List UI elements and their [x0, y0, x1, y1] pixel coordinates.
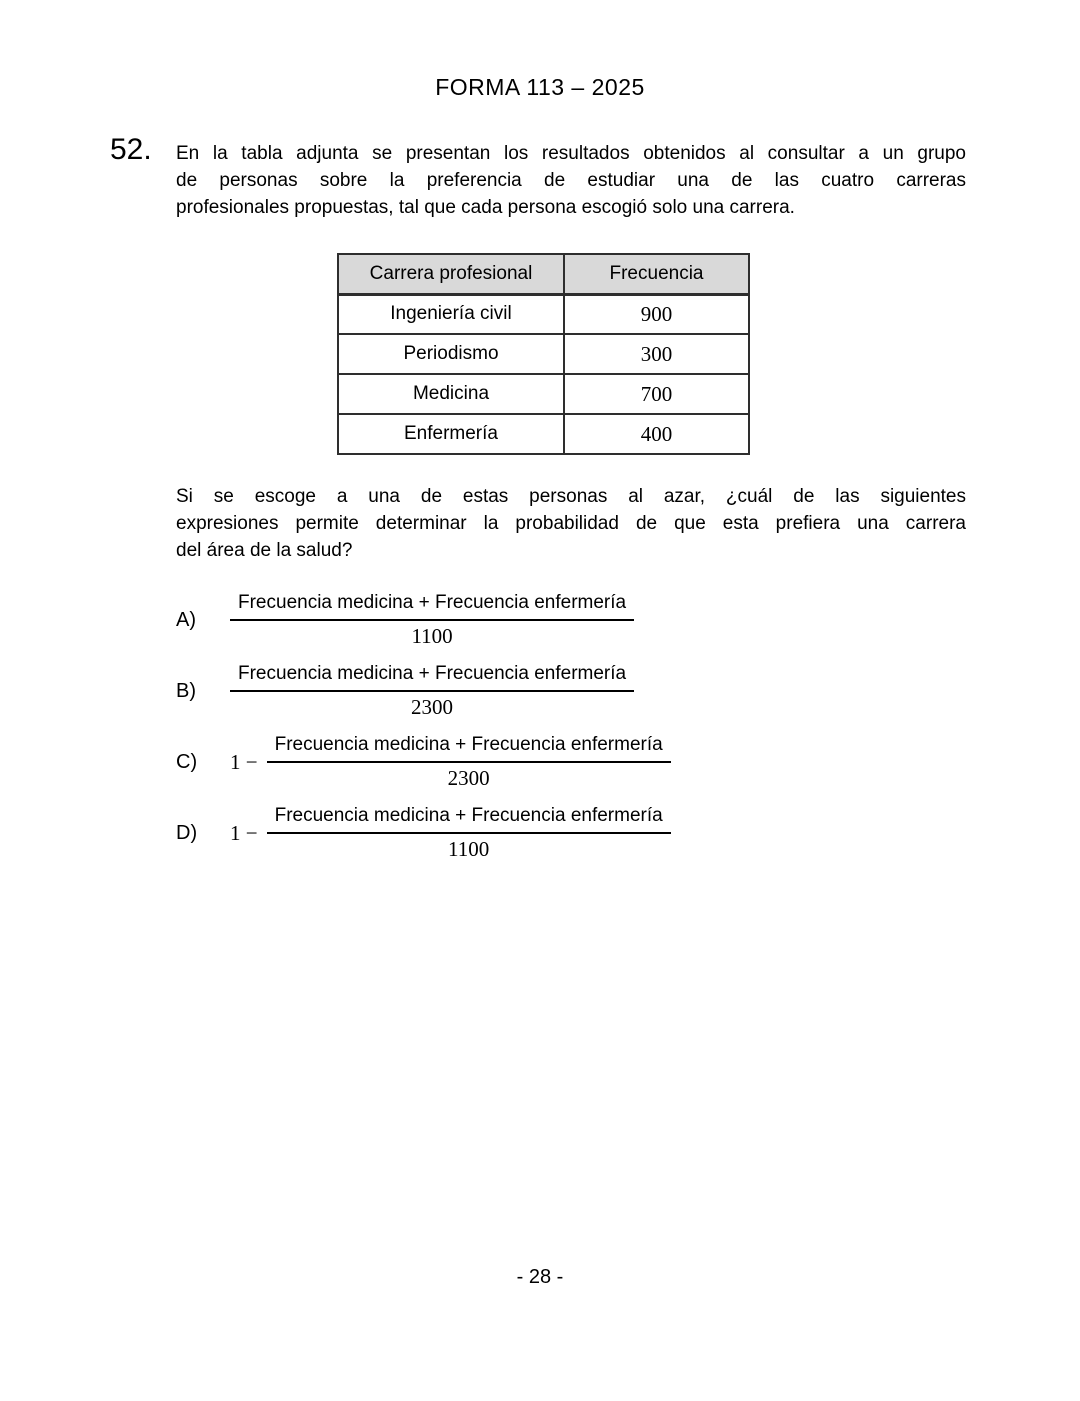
fraction-denominator: 1100 [448, 837, 490, 861]
option-label: D) [176, 822, 198, 844]
career-cell: Medicina [338, 374, 564, 414]
option-label: B) [176, 680, 196, 702]
option-label: C) [176, 751, 198, 773]
option-label: A) [176, 609, 196, 631]
page-title: FORMA 113 – 2025 [435, 74, 645, 100]
table-row [338, 374, 749, 414]
fraction-numerator: Frecuencia medicina + Frecuencia enfermería [267, 805, 671, 834]
table-header-career: Carrera profesional [338, 254, 564, 294]
option-c [176, 734, 671, 791]
question-prompt [176, 483, 966, 564]
option-prefix: 1 − [230, 750, 258, 774]
question-intro-line: En la tabla adjunta se presentan los resultados obtenidos al consultar a un grupo [176, 143, 966, 164]
table-header-row [338, 254, 749, 294]
fraction-denominator: 1100 [411, 624, 453, 648]
career-cell: Enfermería [338, 414, 564, 454]
question-prompt-line: del área de la salud? [176, 540, 353, 561]
page-number: - 28 - [516, 1266, 564, 1288]
table-row [338, 414, 749, 454]
fraction [230, 663, 634, 720]
frequency-cell: 700 [564, 374, 749, 414]
frequency-cell: 400 [564, 414, 749, 454]
question-intro-line: de personas sobre la preferencia de estudiar una de las cuatro carreras [176, 170, 966, 191]
fraction [267, 734, 671, 791]
question-intro [176, 140, 966, 221]
table-row [338, 334, 749, 374]
table-header-frequency: Frecuencia [564, 254, 749, 294]
option-a [176, 592, 671, 649]
frequency-cell: 300 [564, 334, 749, 374]
career-cell: Ingeniería civil [338, 294, 564, 334]
question-intro-line: profesionales propuestas, tal que cada persona escogió solo una carrera. [176, 197, 795, 218]
frequency-table [337, 253, 750, 455]
option-b [176, 663, 671, 720]
fraction-denominator: 2300 [411, 695, 454, 719]
frequency-cell: 900 [564, 294, 749, 334]
question-prompt-line: expresiones permite determinar la probabilidad de que esta prefiera una carrera [176, 513, 966, 534]
answer-options [176, 592, 671, 876]
question-prompt-line: Si se escoge a una de estas personas al azar, ¿cuál de las siguientes [176, 486, 966, 507]
question-number: 52. [110, 133, 152, 166]
fraction [230, 592, 634, 649]
fraction-numerator: Frecuencia medicina + Frecuencia enfermería [267, 734, 671, 763]
fraction-numerator: Frecuencia medicina + Frecuencia enfermería [230, 592, 634, 621]
fraction-numerator: Frecuencia medicina + Frecuencia enfermería [230, 663, 634, 692]
fraction-denominator: 2300 [447, 766, 490, 790]
fraction [267, 805, 671, 862]
option-d [176, 805, 671, 862]
career-cell: Periodismo [338, 334, 564, 374]
option-prefix: 1 − [230, 821, 258, 845]
table-row [338, 294, 749, 334]
